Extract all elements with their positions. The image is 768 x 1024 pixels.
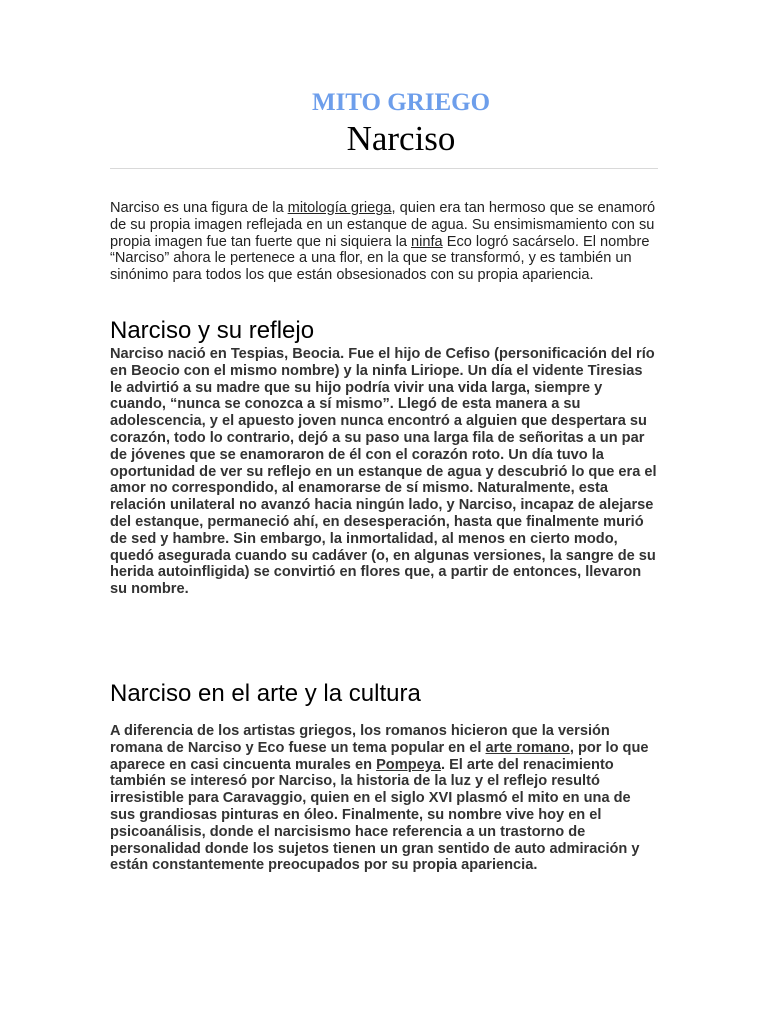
intro-text-1: Narciso es una figura de la	[110, 200, 288, 216]
arte-text-3: . El arte del renacimiento también se interesó por Narciso, la historia de la luz y el reflejo resultó irresistible para Caravaggio, quien en el siglo XVI plasmó el mito en una de sus grandiosas pinturas en óleo. Finalmente, su nombre vive hoy en el psicoanálisis, donde el narcisismo hace referencia a un trastorno de personalidad donde los sujetos tienen un gran sentido de auto admiración y están constantemente preocupados por su propia apariencia.	[110, 756, 640, 874]
arte-text-1: A diferencia de los artistas griegos, los romanos hicieron que la versión romana de Narciso y Eco fuese un tema popular en el	[110, 723, 610, 756]
pompeya-link[interactable]: Pompeya	[376, 756, 441, 773]
intro-text-2: , quien era tan hermoso que se enamoró de su propia imagen reflejada en un estanque de agua. Su ensimismamiento con su propia imagen fue tan fuerte que ni siquiera la	[110, 200, 656, 250]
reflejo-paragraph: Narciso nació en Tespias, Beocia. Fue el hijo de Cefiso (personificación del río en Beocio con el mismo nombre) y la ninfa Liriope. Un día el vidente Tiresias le advirtió a su madre que su hijo podría vivir una vida larga, siempre y cuando, “nunca se conozca a sí mismo”. Llegó de esta manera a su adolescencia, y el apuesto joven nunca encontró a alguien que despertara su corazón, todo lo contrario, dejó a su paso una larga fila de señoritas a un par de jóvenes que se enamoraron de él con el corazón roto. Un día tuvo la oportunidad de ver su reflejo en un estanque de agua y descubrió lo que era el amor no correspondido, al enamorarse de sí mismo. Naturalmente, esta relación unilateral no avanzó hacia ningún lado, y Narciso, incapaz de alejarse del estanque, permaneció ahí, en desesperación, hasta que finalmente murió de sed y hambre. Sin embargo, la inmortalidad, al menos en cierto modo, quedó asegurada cuando su cadáver (o, en algunas versiones, la sangre de su herida autoinfligida) se convirtió en flores que, a partir de entonces, llevaron su nombre.	[110, 346, 657, 598]
section-heading-arte: Narciso en el arte y la cultura	[110, 680, 421, 707]
intro-paragraph	[110, 200, 658, 284]
arte-romano-link[interactable]: arte romano	[485, 739, 570, 756]
intro-text-3: Eco logró sacárselo. El nombre “Narciso” ahora le pertenece a una flor, en la que se transformó, y es también un sinónimo para todos los que están obsesionados con su propia apariencia.	[110, 233, 650, 284]
mitologia-griega-link[interactable]: mitología griega	[287, 200, 392, 216]
title-divider	[110, 168, 658, 169]
section-heading-reflejo: Narciso y su reflejo	[110, 317, 315, 344]
page-title: Narciso	[346, 119, 456, 158]
ninfa-link[interactable]: ninfa	[411, 233, 443, 250]
page-kicker: MITO GRIEGO	[311, 89, 491, 116]
arte-text-2: , por lo que aparece en casi cincuenta murales en	[110, 739, 649, 773]
arte-paragraph	[110, 723, 658, 874]
